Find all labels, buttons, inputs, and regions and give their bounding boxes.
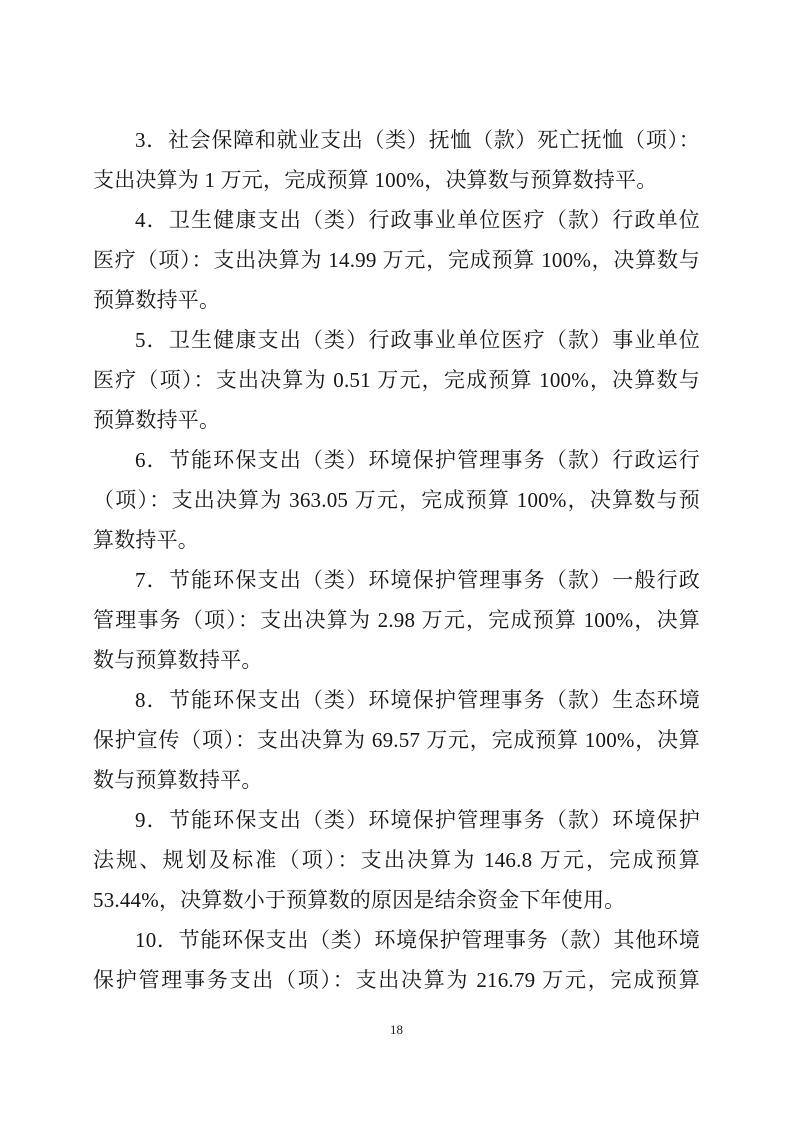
paragraph-item-3 bbox=[93, 120, 700, 200]
text-line: 预算数持平。 bbox=[93, 408, 221, 432]
text-line: 7．节能环保支出（类）环境保护管理事务（款）一般行政 bbox=[135, 568, 700, 592]
text-line: 医疗（项）：支出决算为 0.51 万元，完成预算 100%，决算数与 bbox=[93, 368, 700, 392]
text-line: 保护管理事务支出（项）：支出决算为 216.79 万元，完成预算 bbox=[93, 968, 700, 992]
paragraph-item-5 bbox=[93, 320, 700, 440]
text-line: 8．节能环保支出（类）环境保护管理事务（款）生态环境 bbox=[135, 688, 700, 712]
paragraph-item-7 bbox=[93, 560, 700, 680]
text-line: 算数持平。 bbox=[93, 528, 199, 552]
text-line: 支出决算为 1 万元，完成预算 100%，决算数与预算数持平。 bbox=[93, 168, 658, 192]
text-line: 法规、规划及标准（项）：支出决算为 146.8 万元，完成预算 bbox=[93, 848, 700, 872]
paragraph-item-6 bbox=[93, 440, 700, 560]
text-line: 保护宣传（项）：支出决算为 69.57 万元，完成预算 100%，决算 bbox=[93, 728, 700, 752]
text-line: 4．卫生健康支出（类）行政事业单位医疗（款）行政单位 bbox=[135, 208, 700, 232]
text-line: 数与预算数持平。 bbox=[93, 648, 263, 672]
text-line: 医疗（项）：支出决算为 14.99 万元，完成预算 100%，决算数与 bbox=[93, 248, 700, 272]
text-line: 6．节能环保支出（类）环境保护管理事务（款）行政运行 bbox=[135, 448, 700, 472]
text-line: 9．节能环保支出（类）环境保护管理事务（款）环境保护 bbox=[135, 808, 700, 832]
paragraph-item-8 bbox=[93, 680, 700, 800]
text-line: 10．节能环保支出（类）环境保护管理事务（款）其他环境 bbox=[135, 928, 700, 952]
paragraph-item-4 bbox=[93, 200, 700, 320]
text-line: （项）：支出决算为 363.05 万元，完成预算 100%，决算数与预 bbox=[93, 488, 700, 512]
text-line: 53.44%，决算数小于预算数的原因是结余资金下年使用。 bbox=[93, 888, 626, 912]
page-number: 18 bbox=[390, 1022, 403, 1037]
document-body bbox=[93, 120, 700, 1000]
text-line: 3．社会保障和就业支出（类）抚恤（款）死亡抚恤（项）： bbox=[135, 128, 700, 152]
paragraph-item-9 bbox=[93, 800, 700, 920]
text-line: 数与预算数持平。 bbox=[93, 768, 263, 792]
text-line: 管理事务（项）：支出决算为 2.98 万元，完成预算 100%，决算 bbox=[93, 608, 700, 632]
text-line: 预算数持平。 bbox=[93, 288, 221, 312]
text-line: 5．卫生健康支出（类）行政事业单位医疗（款）事业单位 bbox=[135, 328, 700, 352]
paragraph-item-10 bbox=[93, 920, 700, 1000]
